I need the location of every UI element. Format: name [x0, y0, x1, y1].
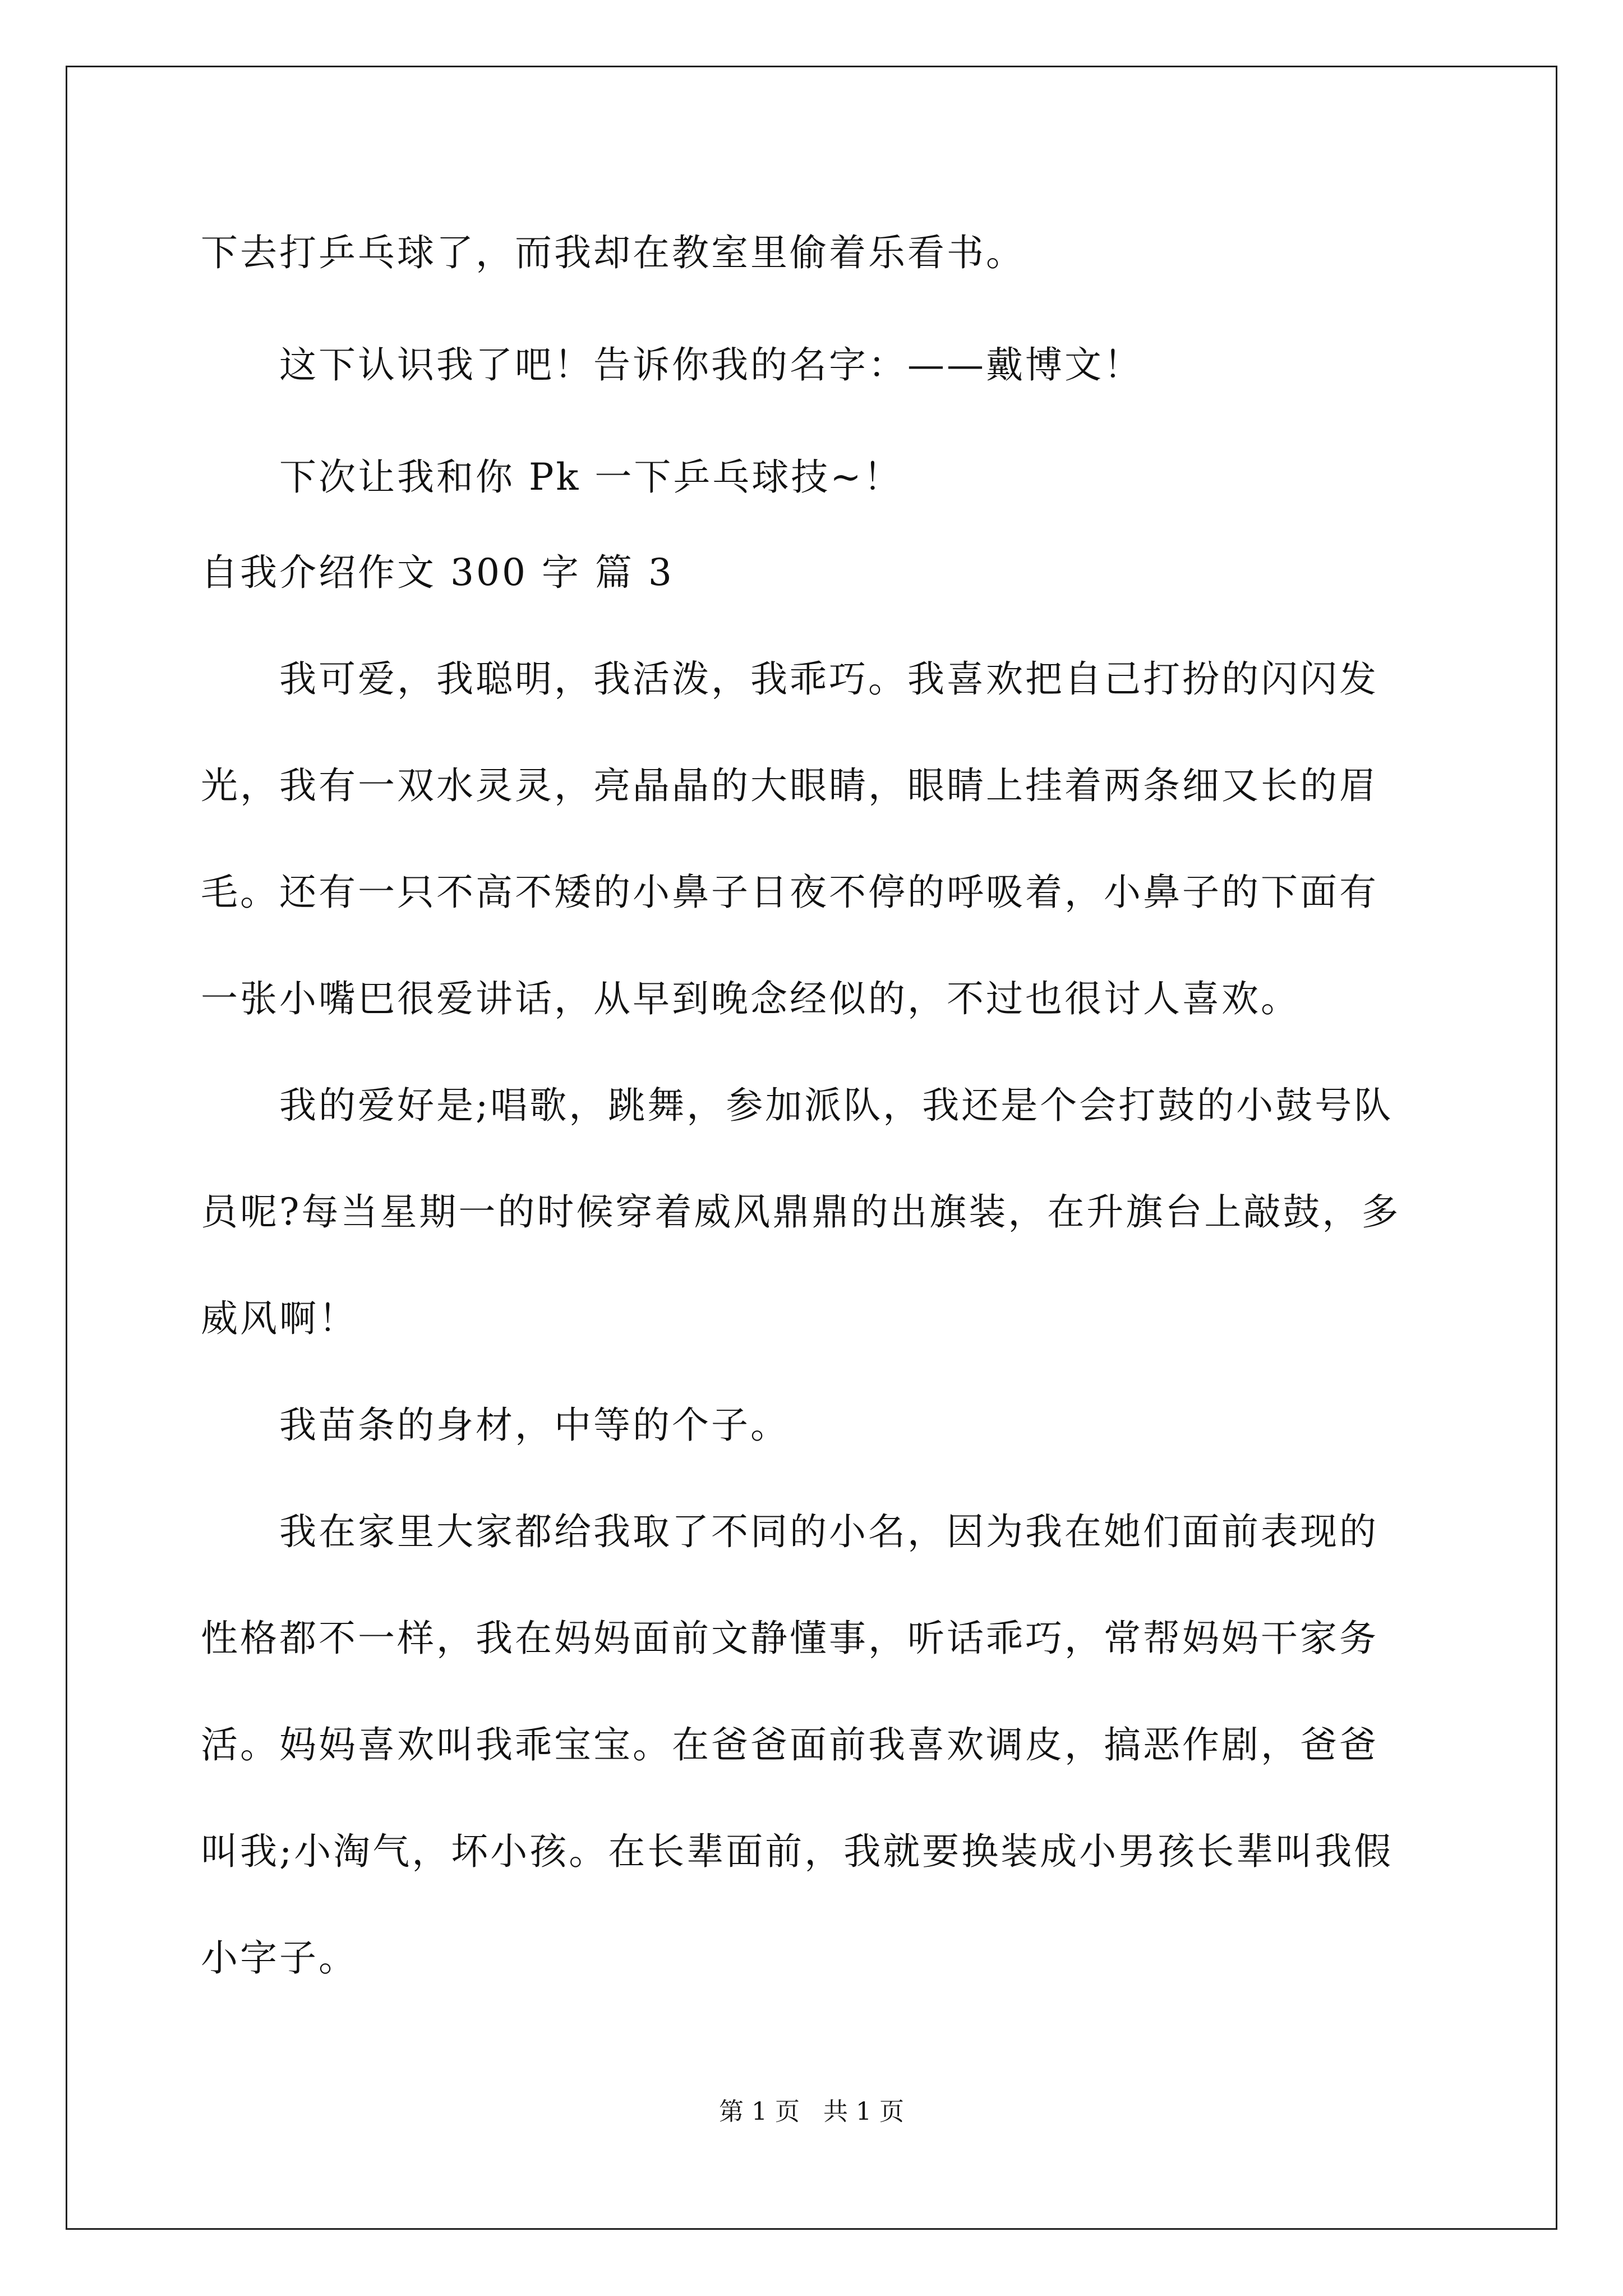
- text-line: 小字子。: [201, 1936, 358, 1980]
- text-line: 这下认识我了吧！告诉你我的名字：——戴博文！: [279, 343, 1143, 386]
- text-line: 光，我有一双水灵灵，亮晶晶的大眼睛，眼睛上挂着两条细又长的眉: [201, 764, 1378, 807]
- page-footer: 第 1 页 共 1 页: [719, 2097, 904, 2126]
- text-line: 叫我;小淘气，坏小孩。在长辈面前，我就要换装成小男孩长辈叫我假: [201, 1830, 1394, 1873]
- text-line: 一张小嘴巴很爱讲话，从早到晚念经似的，不过也很讨人喜欢。: [201, 977, 1300, 1020]
- page-border: [66, 66, 1557, 2230]
- text-line: 下次让我和你 Pk 一下乒乓球技~！: [279, 455, 903, 499]
- text-line: 性格都不一样，我在妈妈面前文静懂事，听话乖巧，常帮妈妈干家务: [201, 1617, 1378, 1660]
- text-line: 毛。还有一只不高不矮的小鼻子日夜不停的呼吸着，小鼻子的下面有: [201, 871, 1378, 914]
- section-heading: 自我介绍作文 300 字 篇 3: [201, 551, 674, 594]
- text-line: 我在家里大家都给我取了不同的小名，因为我在她们面前表现的: [279, 1510, 1378, 1553]
- text-line: 威风啊！: [201, 1297, 358, 1340]
- text-line: 下去打乒乓球了，而我却在教室里偷着乐看书。: [201, 231, 1025, 274]
- text-line: 员呢?每当星期一的时候穿着威风鼎鼎的出旗装，在升旗台上敲鼓，多: [201, 1190, 1401, 1234]
- text-line: 活。妈妈喜欢叫我乖宝宝。在爸爸面前我喜欢调皮，搞恶作剧，爸爸: [201, 1723, 1378, 1766]
- text-line: 我的爱好是;唱歌，跳舞，参加派队，我还是个会打鼓的小鼓号队: [279, 1084, 1394, 1127]
- text-line: 我苗条的身材，中等的个子。: [279, 1404, 790, 1447]
- text-line: 我可爱，我聪明，我活泼，我乖巧。我喜欢把自己打扮的闪闪发: [279, 657, 1378, 701]
